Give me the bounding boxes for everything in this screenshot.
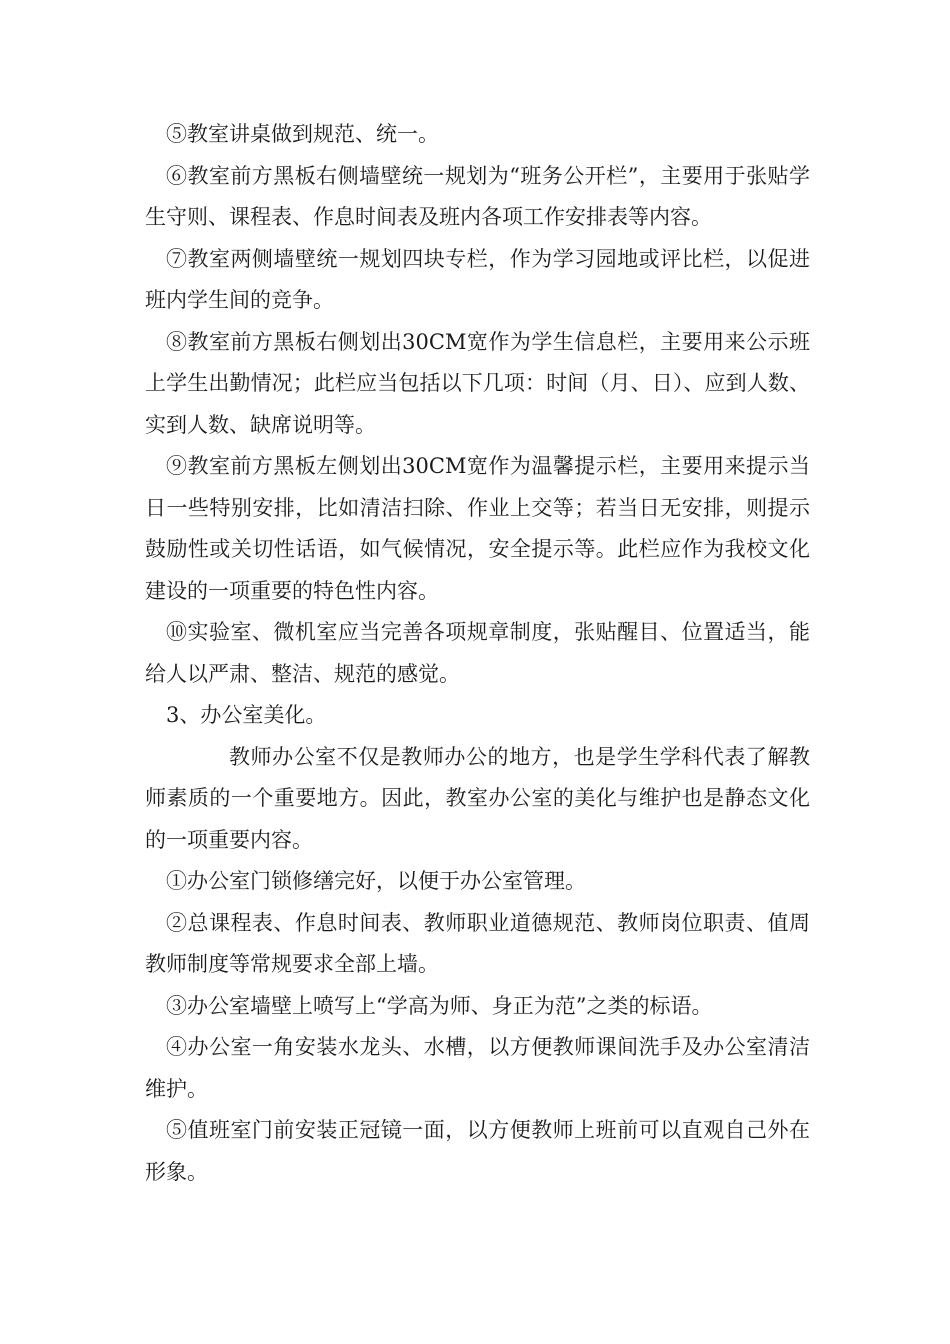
document-body — [145, 114, 810, 1193]
paragraph-office-item-3: ③办公室墙壁上喷写上“学高为师、身正为范”之类的标语。 — [166, 993, 713, 1018]
paragraph-office-item-5: ⑤值班室门前安装正冠镜一面，以方便教师上班前可以直观自己外在形象。 — [145, 1118, 810, 1184]
paragraph-item-9-reminder-column: ⑨教室前方黑板左侧划出30CM宽作为温馨提示栏，主要用来提示当日一些特别安排，比如清洁扫除、作业上交等；若当日无安排，则提示鼓励性或关切性话语，如气候情况，安全提示等。此栏应作为我校文化建设的一项重要的特色性内容。 — [145, 454, 810, 603]
section-heading-office-beautification: 3、办公室美化。 — [166, 703, 327, 727]
paragraph-office-item-2: ②总课程表、作息时间表、教师职业道德规范、教师岗位职责、值周教师制度等常规要求全部上墙。 — [145, 910, 810, 976]
paragraph-item-8-student-info-column: ⑧教室前方黑板右侧划出30CM宽作为学生信息栏，主要用来公示班上学生出勤情况；此栏应当包括以下几项：时间（月、日）、应到人数、实到人数、缺席说明等。 — [145, 329, 810, 437]
paragraph-item-6-class-notice-board: ⑥教室前方黑板右侧墙壁统一规划为“班务公开栏”，主要用于张贴学生守则、课程表、作息时间表及班内各项工作安排表等内容。 — [145, 163, 810, 229]
paragraph-item-7-side-wall-columns: ⑦教室两侧墙壁统一规划四块专栏，作为学习园地或评比栏，以促进班内学生间的竞争。 — [145, 246, 810, 312]
paragraph-office-item-1: ①办公室门锁修缮完好，以便于办公室管理。 — [166, 869, 586, 893]
paragraph-item-10-labs: ⑩实验室、微机室应当完善各项规章制度，张贴醒目、位置适当，能给人以严肃、整洁、规范的感觉。 — [145, 620, 810, 686]
paragraph-item-5-lectern: ⑤教室讲桌做到规范、统一。 — [166, 122, 439, 146]
paragraph-office-item-4: ④办公室一角安装水龙头、水槽，以方便教师课间洗手及办公室清洁维护。 — [145, 1035, 810, 1101]
paragraph-office-intro: 教师办公室不仅是教师办公的地方，也是学生学科代表了解教师素质的一个重要地方。因此，教室办公室的美化与维护也是静态文化的一项重要内容。 — [145, 744, 810, 852]
